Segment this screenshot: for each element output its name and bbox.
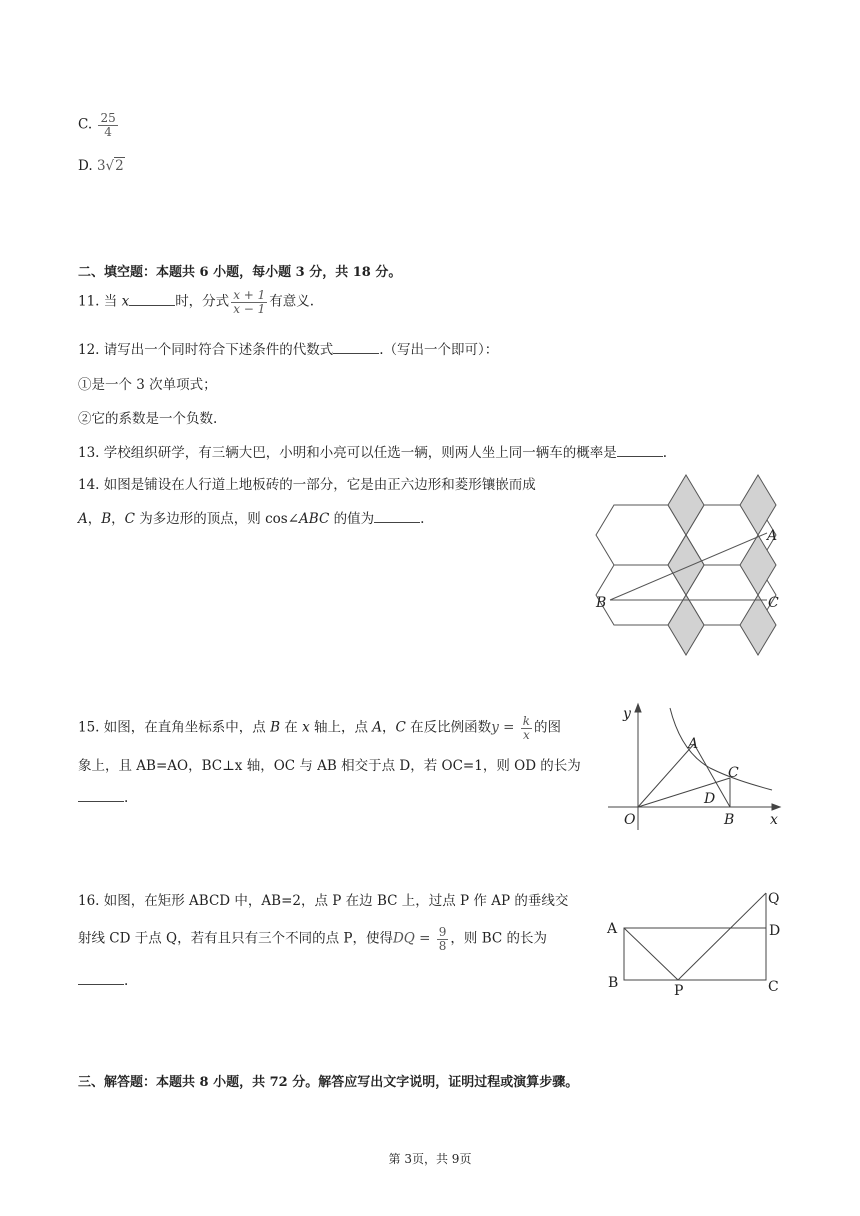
q16-line2 bbox=[78, 926, 547, 952]
q15-t6: A bbox=[372, 719, 383, 736]
q14-angle: ABC bbox=[299, 511, 330, 527]
q15-label-y: y bbox=[623, 706, 631, 722]
q12-condition-1: ①是一个 3 次单项式； bbox=[78, 377, 217, 393]
q14-label-a: A bbox=[767, 528, 778, 544]
q11-fraction bbox=[231, 289, 267, 315]
q16-line1: 16. 如图，在矩形 ABCD 中，AB=2，点 P 在边 BC 上，过点 P 作 AP 的垂线交 bbox=[78, 893, 569, 909]
q12-end: .（写出一个即可）： bbox=[379, 342, 499, 358]
q16-eq: = bbox=[414, 930, 435, 947]
q14-blank bbox=[374, 510, 420, 523]
q11-prefix: 11. 当 bbox=[78, 293, 122, 310]
q11-end: 有意义. bbox=[269, 293, 315, 310]
q14-tail: 的值为 bbox=[329, 511, 375, 527]
q15-coordinate-figure bbox=[600, 700, 790, 835]
q15-t5: 轴上，点 bbox=[309, 719, 373, 736]
q15-t3: 在 bbox=[279, 719, 303, 736]
q16-t2: ，则 BC 的长为 bbox=[450, 930, 548, 947]
q16-end: . bbox=[124, 973, 129, 989]
q14-line1: 14. 如图是铺设在人行道上地板砖的一部分，它是由正六边形和菱形镶嵌而成 bbox=[78, 477, 536, 493]
q16-t1: 射线 CD 于点 Q，若有且只有三个不同的点 P，使得 bbox=[78, 930, 393, 947]
q15-t9: 在反比例函数 bbox=[405, 719, 492, 736]
q14-cos: 为多边形的顶点，则 cos∠ bbox=[135, 511, 300, 527]
q15-t2: B bbox=[270, 719, 280, 736]
q16-frac bbox=[437, 926, 449, 952]
q16-label-d: D bbox=[769, 923, 781, 939]
section2-heading: 二、填空题：本题共 6 小题，每小题 3 分，共 18 分。 bbox=[78, 265, 402, 280]
q15-line2: 象上，且 AB=AO，BC⊥x 轴，OC 与 AB 相交于点 D，若 OC=1，则 OD 的长为 bbox=[78, 758, 581, 774]
q15-line3 bbox=[78, 789, 128, 806]
q15-func-y: y bbox=[491, 719, 499, 736]
q14-sep1: ， bbox=[87, 511, 102, 527]
q16-label-a: A bbox=[607, 921, 618, 937]
q15-func-num: k bbox=[522, 714, 531, 728]
q14-end: . bbox=[420, 511, 425, 527]
q13-blank bbox=[617, 444, 663, 457]
q14-point-a: A bbox=[78, 511, 88, 527]
q16-label-p: P bbox=[674, 983, 684, 999]
q15-func-den: x bbox=[522, 727, 530, 742]
section3-heading: 三、解答题：本题共 8 小题，共 72 分。解答应写出文字说明，证明过程或演算步骤。 bbox=[78, 1075, 579, 1090]
q15-t4: x bbox=[302, 719, 310, 736]
q16-rectangle-figure bbox=[600, 885, 790, 1000]
option-d: D. 3√2 bbox=[78, 158, 124, 174]
q11-var: x bbox=[121, 293, 130, 310]
q13-text: 13. 学校组织研学，有三辆大巴，小明和小亮可以任选一辆，则两人坐上同一辆车的概率是 bbox=[78, 445, 617, 461]
q15-t7: ， bbox=[382, 719, 396, 736]
q16-dq: DQ bbox=[392, 930, 415, 947]
q12-condition-2: ②它的系数是一个负数. bbox=[78, 411, 218, 427]
option-c-fraction bbox=[98, 112, 117, 138]
q12-text: 12. 请写出一个同时符合下述条件的代数式 bbox=[78, 342, 334, 358]
q14-label-b: B bbox=[596, 595, 607, 611]
question-12 bbox=[78, 338, 498, 358]
q15-label-c: C bbox=[728, 765, 739, 781]
page-footer: 第 3页，共 9页 bbox=[388, 1152, 472, 1166]
q16-label-c: C bbox=[768, 979, 779, 995]
q15-t1: 15. 如图，在直角坐标系中，点 bbox=[78, 719, 271, 736]
option-c-denominator: 4 bbox=[104, 124, 112, 139]
q15-blank bbox=[78, 789, 124, 802]
q15-label-b: B bbox=[724, 812, 735, 828]
q15-func-frac bbox=[521, 715, 532, 741]
q15-t10: 的图 bbox=[534, 719, 562, 736]
q14-label-c: C bbox=[768, 595, 779, 611]
q16-label-b: B bbox=[608, 975, 619, 991]
q15-label-a: A bbox=[688, 736, 699, 752]
q14-sep2: ， bbox=[111, 511, 125, 527]
option-c-label: C. bbox=[78, 116, 93, 133]
q15-label-o: O bbox=[624, 812, 636, 828]
q12-blank bbox=[333, 341, 379, 354]
q11-mid: 时，分式 bbox=[175, 293, 230, 310]
q16-line3 bbox=[78, 972, 128, 989]
q15-end: . bbox=[124, 790, 129, 806]
q13-end: . bbox=[662, 445, 668, 461]
q16-blank bbox=[78, 972, 124, 985]
q11-frac-den: x − 1 bbox=[233, 301, 266, 316]
q11-frac-num: x + 1 bbox=[233, 288, 266, 302]
option-d-coefficient: 3 bbox=[96, 158, 106, 174]
q15-func-eq: = bbox=[498, 719, 519, 736]
q14-line2 bbox=[78, 507, 424, 527]
q14-point-b: B bbox=[101, 511, 112, 527]
q15-label-x: x bbox=[770, 812, 778, 828]
q15-line1 bbox=[78, 715, 561, 741]
option-d-label: D. bbox=[78, 158, 93, 174]
q16-label-q: Q bbox=[768, 891, 780, 907]
option-d-radicand: 2 bbox=[115, 158, 124, 174]
q16-frac-num: 9 bbox=[438, 925, 447, 939]
q14-tiling-figure bbox=[592, 470, 792, 670]
option-c-numerator: 25 bbox=[100, 111, 116, 125]
q15-t8: C bbox=[395, 719, 406, 736]
q16-frac-den: 8 bbox=[438, 938, 447, 953]
option-c bbox=[78, 112, 120, 138]
question-11 bbox=[78, 289, 314, 315]
q11-blank bbox=[129, 293, 175, 306]
question-13 bbox=[78, 441, 667, 461]
q14-point-c: C bbox=[124, 511, 136, 527]
q15-label-d: D bbox=[704, 791, 716, 807]
